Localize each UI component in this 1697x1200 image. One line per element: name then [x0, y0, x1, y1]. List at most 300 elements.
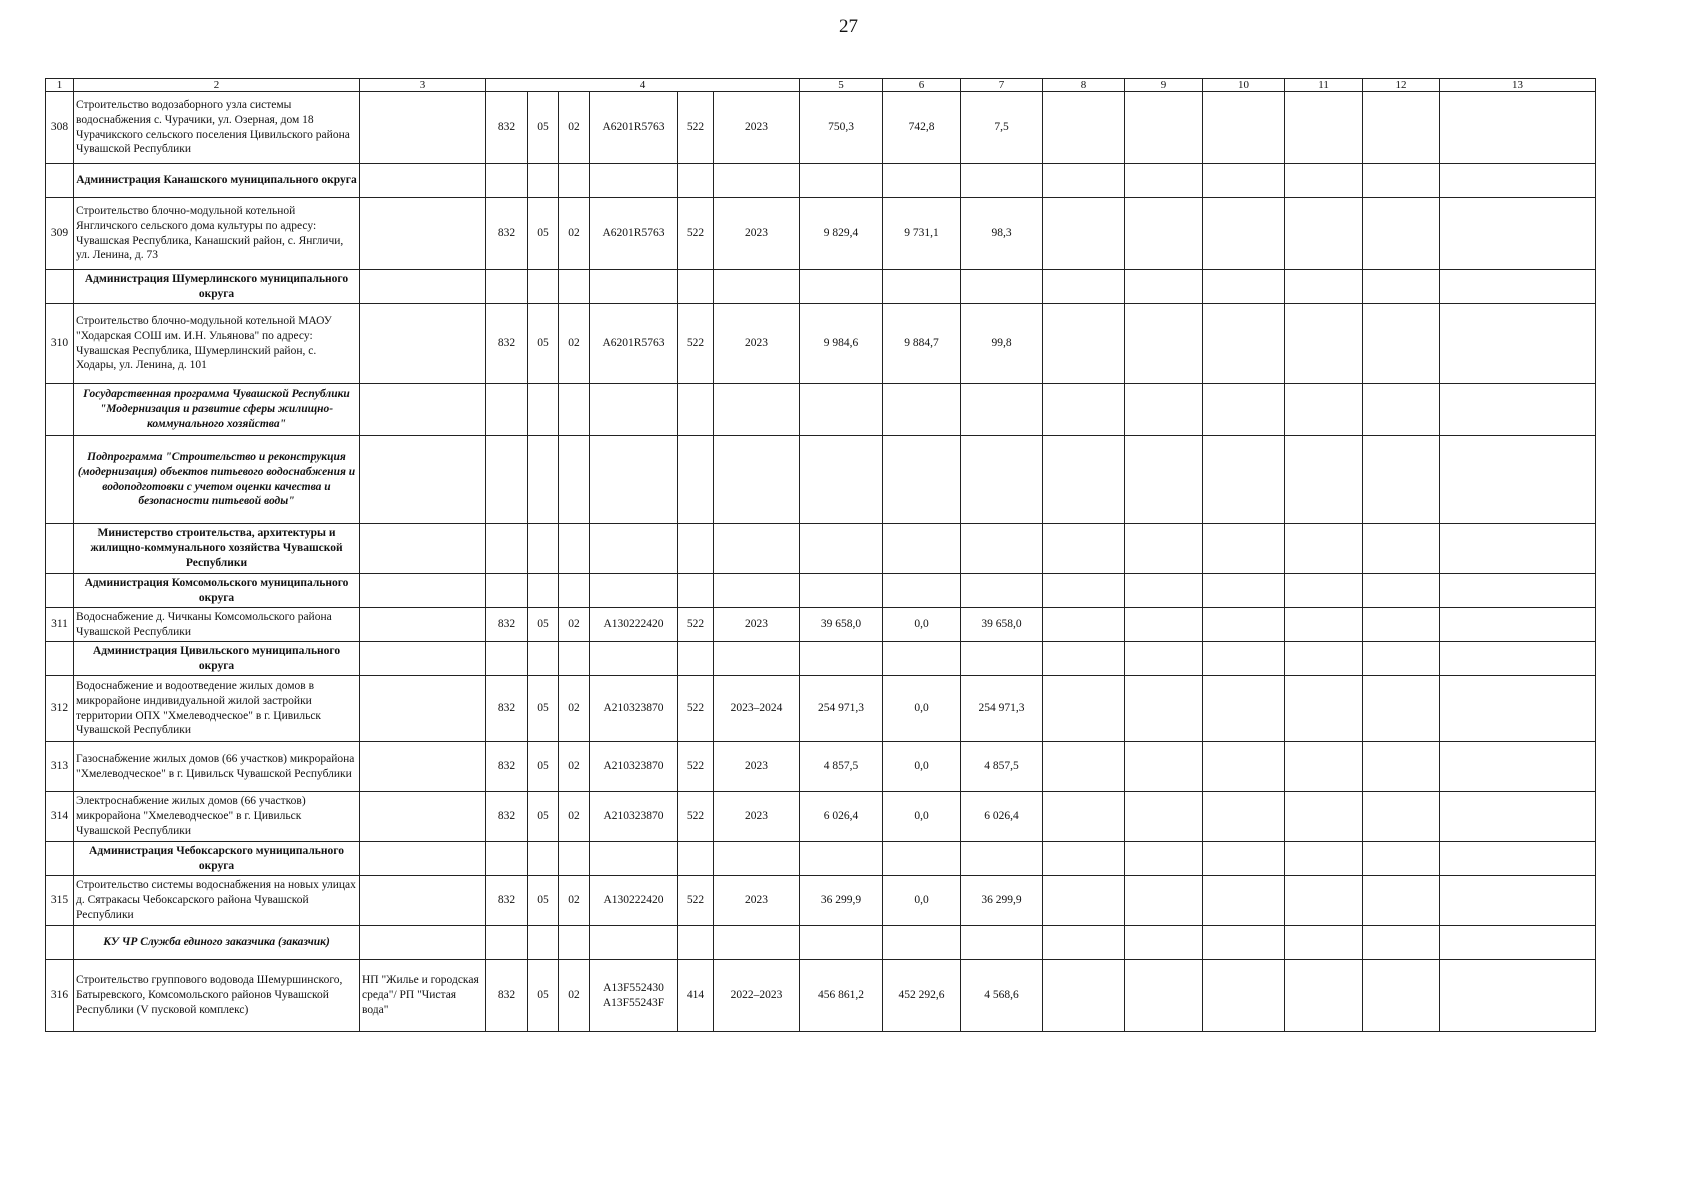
empty-cell [486, 384, 528, 436]
total-amount: 39 658,0 [800, 608, 883, 642]
column-number: 1 [46, 79, 74, 92]
project-name [360, 304, 486, 384]
empty-cell [714, 384, 800, 436]
empty-cell [1363, 198, 1440, 270]
empty-cell [1203, 304, 1285, 384]
federal-amount: 0,0 [883, 742, 961, 792]
empty-cell [1363, 876, 1440, 926]
republic-amount: 4 857,5 [961, 742, 1043, 792]
empty-cell [1203, 270, 1285, 304]
grbs-code: 832 [486, 960, 528, 1032]
subsection-code: 02 [559, 92, 590, 164]
object-name: Строительство группового водовода Шемуршинского, Батыревского, Комсомольского районов Чувашской Республики (V пусковой комплекс) [74, 960, 360, 1032]
empty-cell [883, 926, 961, 960]
empty-cell [1440, 92, 1596, 164]
program-name: Государственная программа Чувашской Республики "Модернизация и развитие сферы жилищно-коммунального хозяйства" [74, 384, 360, 436]
empty-cell [1285, 524, 1363, 574]
empty-cell [1363, 436, 1440, 524]
empty-cell [559, 524, 590, 574]
empty-cell [590, 574, 678, 608]
empty-cell [1363, 842, 1440, 876]
empty-cell [486, 842, 528, 876]
empty-cell [1440, 574, 1596, 608]
organization-name: Администрация Цивильского муниципального округа [74, 642, 360, 676]
subsection-code: 02 [559, 792, 590, 842]
empty-cell [528, 642, 559, 676]
empty-cell [1285, 792, 1363, 842]
subsection-code: 02 [559, 608, 590, 642]
empty-cell [486, 926, 528, 960]
empty-cell [961, 524, 1043, 574]
federal-amount: 0,0 [883, 608, 961, 642]
column-number: 2 [74, 79, 360, 92]
empty-cell [1125, 876, 1203, 926]
empty-cell [1285, 304, 1363, 384]
row-number: 311 [46, 608, 74, 642]
organization-name: Администрация Шумерлинского муниципального округа [74, 270, 360, 304]
empty-cell [883, 842, 961, 876]
total-amount: 750,3 [800, 92, 883, 164]
empty-cell [1043, 742, 1125, 792]
empty-cell [1440, 198, 1596, 270]
object-name: Строительство блочно-модульной котельной Янгличского сельского дома культуры по адресу: Чувашская Республика, Канашский район, с. Янгличи, ул. Ленина, д. 73 [74, 198, 360, 270]
empty-cell [1285, 960, 1363, 1032]
target-article-code: A130222420 [590, 876, 678, 926]
grbs-code: 832 [486, 742, 528, 792]
project-name [360, 676, 486, 742]
empty-cell [486, 574, 528, 608]
federal-amount: 742,8 [883, 92, 961, 164]
object-name: Строительство блочно-модульной котельной МАОУ "Ходарская СОШ им. И.Н. Ульянова" по адресу: Чувашская Республика, Шумерлинский район, с. Ходары, ул. Ленина, д. 101 [74, 304, 360, 384]
total-amount: 9 829,4 [800, 198, 883, 270]
expense-type-code: 522 [678, 198, 714, 270]
row-number: 314 [46, 792, 74, 842]
empty-cell [1125, 960, 1203, 1032]
empty-cell [678, 574, 714, 608]
republic-amount: 6 026,4 [961, 792, 1043, 842]
target-article-code: A130222420 [590, 608, 678, 642]
table-row [46, 792, 1596, 842]
empty-cell [360, 270, 486, 304]
section-code: 05 [528, 876, 559, 926]
empty-cell [1440, 842, 1596, 876]
row-number: 309 [46, 198, 74, 270]
empty-cell [528, 270, 559, 304]
empty-cell [46, 270, 74, 304]
empty-cell [1043, 574, 1125, 608]
empty-cell [1363, 792, 1440, 842]
empty-cell [961, 926, 1043, 960]
table-row [46, 92, 1596, 164]
years: 2023 [714, 608, 800, 642]
empty-cell [1363, 926, 1440, 960]
empty-cell [1125, 164, 1203, 198]
empty-cell [1285, 608, 1363, 642]
empty-cell [46, 574, 74, 608]
empty-cell [1440, 608, 1596, 642]
empty-cell [1285, 384, 1363, 436]
empty-cell [800, 270, 883, 304]
empty-cell [1363, 524, 1440, 574]
empty-cell [1440, 676, 1596, 742]
federal-amount: 9 884,7 [883, 304, 961, 384]
empty-cell [590, 164, 678, 198]
total-amount: 9 984,6 [800, 304, 883, 384]
expense-type-code: 522 [678, 676, 714, 742]
empty-cell [800, 164, 883, 198]
target-article-code: A210323870 [590, 676, 678, 742]
table-row [46, 876, 1596, 926]
empty-cell [883, 574, 961, 608]
federal-amount: 0,0 [883, 676, 961, 742]
years: 2023 [714, 304, 800, 384]
empty-cell [678, 926, 714, 960]
organization-row [46, 524, 1596, 574]
row-number: 316 [46, 960, 74, 1032]
empty-cell [486, 524, 528, 574]
subsection-code: 02 [559, 876, 590, 926]
organization-name: Министерство строительства, архитектуры и жилищно-коммунального хозяйства Чувашской Республики [74, 524, 360, 574]
empty-cell [486, 164, 528, 198]
empty-cell [1043, 876, 1125, 926]
table-row [46, 742, 1596, 792]
years: 2023–2024 [714, 676, 800, 742]
empty-cell [1285, 574, 1363, 608]
section-code: 05 [528, 304, 559, 384]
column-number: 4 [486, 79, 800, 92]
years: 2023 [714, 92, 800, 164]
empty-cell [1363, 574, 1440, 608]
empty-cell [1125, 926, 1203, 960]
grbs-code: 832 [486, 304, 528, 384]
empty-cell [590, 384, 678, 436]
years: 2023 [714, 876, 800, 926]
empty-cell [528, 926, 559, 960]
empty-cell [1203, 436, 1285, 524]
empty-cell [678, 164, 714, 198]
empty-cell [1363, 608, 1440, 642]
project-name [360, 198, 486, 270]
expense-type-code: 522 [678, 92, 714, 164]
empty-cell [1285, 926, 1363, 960]
table-row [46, 608, 1596, 642]
empty-cell [590, 436, 678, 524]
empty-cell [360, 642, 486, 676]
column-number: 8 [1043, 79, 1125, 92]
empty-cell [1440, 926, 1596, 960]
total-amount: 4 857,5 [800, 742, 883, 792]
empty-cell [1440, 384, 1596, 436]
empty-cell [1203, 876, 1285, 926]
years: 2023 [714, 742, 800, 792]
empty-cell [1203, 608, 1285, 642]
section-code: 05 [528, 92, 559, 164]
republic-amount: 36 299,9 [961, 876, 1043, 926]
empty-cell [1440, 270, 1596, 304]
empty-cell [714, 574, 800, 608]
project-name [360, 742, 486, 792]
empty-cell [1043, 270, 1125, 304]
empty-cell [1125, 198, 1203, 270]
section-code: 05 [528, 608, 559, 642]
empty-cell [1363, 642, 1440, 676]
empty-cell [1440, 960, 1596, 1032]
expense-type-code: 522 [678, 304, 714, 384]
federal-amount: 452 292,6 [883, 960, 961, 1032]
empty-cell [1203, 742, 1285, 792]
empty-cell [961, 384, 1043, 436]
grbs-code: 832 [486, 198, 528, 270]
row-number: 310 [46, 304, 74, 384]
empty-cell [360, 574, 486, 608]
object-name: Строительство системы водоснабжения на новых улицах д. Сятракасы Чебоксарского района Чувашской Республики [74, 876, 360, 926]
empty-cell [1440, 436, 1596, 524]
empty-cell [678, 436, 714, 524]
empty-cell [360, 524, 486, 574]
empty-cell [46, 436, 74, 524]
empty-cell [800, 524, 883, 574]
empty-cell [1203, 676, 1285, 742]
target-article-code: A210323870 [590, 742, 678, 792]
empty-cell [46, 642, 74, 676]
federal-amount: 9 731,1 [883, 198, 961, 270]
empty-cell [1203, 926, 1285, 960]
row-number: 313 [46, 742, 74, 792]
empty-cell [486, 642, 528, 676]
subsection-code: 02 [559, 198, 590, 270]
column-number: 10 [1203, 79, 1285, 92]
empty-cell [46, 384, 74, 436]
empty-cell [360, 926, 486, 960]
empty-cell [1043, 198, 1125, 270]
project-name [360, 792, 486, 842]
column-number-row [46, 79, 1596, 92]
organization-row [46, 642, 1596, 676]
empty-cell [1043, 842, 1125, 876]
republic-amount: 99,8 [961, 304, 1043, 384]
empty-cell [1440, 642, 1596, 676]
empty-cell [1363, 676, 1440, 742]
subsection-code: 02 [559, 304, 590, 384]
empty-cell [528, 574, 559, 608]
target-article-code: A210323870 [590, 792, 678, 842]
empty-cell [1203, 792, 1285, 842]
republic-amount: 39 658,0 [961, 608, 1043, 642]
organization-row [46, 164, 1596, 198]
target-article-code: A13F552430 A13F55243F [590, 960, 678, 1032]
grbs-code: 832 [486, 92, 528, 164]
row-number: 312 [46, 676, 74, 742]
empty-cell [1125, 524, 1203, 574]
empty-cell [1203, 384, 1285, 436]
grbs-code: 832 [486, 876, 528, 926]
empty-cell [883, 524, 961, 574]
column-number: 11 [1285, 79, 1363, 92]
empty-cell [1043, 92, 1125, 164]
empty-cell [590, 842, 678, 876]
empty-cell [1125, 842, 1203, 876]
empty-cell [714, 842, 800, 876]
empty-cell [1203, 574, 1285, 608]
empty-cell [559, 642, 590, 676]
column-number: 13 [1440, 79, 1596, 92]
empty-cell [1440, 792, 1596, 842]
empty-cell [714, 524, 800, 574]
section-code: 05 [528, 792, 559, 842]
empty-cell [961, 642, 1043, 676]
empty-cell [1043, 384, 1125, 436]
empty-cell [1285, 742, 1363, 792]
total-amount: 456 861,2 [800, 960, 883, 1032]
empty-cell [714, 164, 800, 198]
empty-cell [961, 436, 1043, 524]
empty-cell [883, 436, 961, 524]
section-code: 05 [528, 742, 559, 792]
total-amount: 36 299,9 [800, 876, 883, 926]
empty-cell [678, 842, 714, 876]
empty-cell [1363, 960, 1440, 1032]
column-number: 3 [360, 79, 486, 92]
expense-type-code: 522 [678, 608, 714, 642]
empty-cell [961, 270, 1043, 304]
empty-cell [1440, 304, 1596, 384]
empty-cell [1043, 676, 1125, 742]
program-name: Подпрограмма "Строительство и реконструкция (модернизация) объектов питьевого водоснабжения и водоподготовки с учетом оценки качества и безопасности питьевой воды" [74, 436, 360, 524]
empty-cell [1125, 676, 1203, 742]
empty-cell [1440, 742, 1596, 792]
empty-cell [883, 384, 961, 436]
empty-cell [1125, 384, 1203, 436]
organization-name: Администрация Чебоксарского муниципального округа [74, 842, 360, 876]
column-number: 12 [1363, 79, 1440, 92]
empty-cell [1363, 164, 1440, 198]
empty-cell [360, 384, 486, 436]
column-number: 5 [800, 79, 883, 92]
empty-cell [1285, 436, 1363, 524]
subsection-code: 02 [559, 960, 590, 1032]
republic-amount: 98,3 [961, 198, 1043, 270]
empty-cell [486, 436, 528, 524]
empty-cell [1043, 436, 1125, 524]
empty-cell [559, 384, 590, 436]
empty-cell [528, 164, 559, 198]
empty-cell [1363, 92, 1440, 164]
federal-amount: 0,0 [883, 792, 961, 842]
grbs-code: 832 [486, 608, 528, 642]
years: 2022–2023 [714, 960, 800, 1032]
empty-cell [1125, 92, 1203, 164]
republic-amount: 254 971,3 [961, 676, 1043, 742]
organization-row [46, 842, 1596, 876]
empty-cell [961, 574, 1043, 608]
section-code: 05 [528, 960, 559, 1032]
empty-cell [1125, 608, 1203, 642]
object-name: Водоснабжение и водоотведение жилых домов в микрорайоне индивидуальной жилой застройки территории ОПХ "Хмелеводческое" в г. Цивильск Чувашской Республики [74, 676, 360, 742]
empty-cell [486, 270, 528, 304]
empty-cell [961, 164, 1043, 198]
table-body [46, 79, 1596, 1032]
empty-cell [1440, 164, 1596, 198]
empty-cell [590, 642, 678, 676]
target-article-code: A6201R5763 [590, 92, 678, 164]
empty-cell [1043, 642, 1125, 676]
empty-cell [1203, 92, 1285, 164]
empty-cell [1125, 270, 1203, 304]
organization-row [46, 270, 1596, 304]
program-row [46, 926, 1596, 960]
expense-type-code: 414 [678, 960, 714, 1032]
project-name [360, 876, 486, 926]
budget-table [45, 78, 1596, 1032]
empty-cell [559, 164, 590, 198]
empty-cell [1125, 742, 1203, 792]
grbs-code: 832 [486, 676, 528, 742]
column-number: 7 [961, 79, 1043, 92]
years: 2023 [714, 792, 800, 842]
empty-cell [559, 926, 590, 960]
empty-cell [1285, 92, 1363, 164]
empty-cell [559, 270, 590, 304]
empty-cell [1440, 524, 1596, 574]
empty-cell [714, 436, 800, 524]
empty-cell [1285, 164, 1363, 198]
empty-cell [590, 524, 678, 574]
empty-cell [1203, 642, 1285, 676]
table-row [46, 198, 1596, 270]
section-code: 05 [528, 198, 559, 270]
empty-cell [1043, 926, 1125, 960]
subsection-code: 02 [559, 676, 590, 742]
empty-cell [800, 384, 883, 436]
empty-cell [528, 384, 559, 436]
empty-cell [1285, 198, 1363, 270]
empty-cell [800, 926, 883, 960]
empty-cell [528, 524, 559, 574]
empty-cell [1203, 198, 1285, 270]
empty-cell [714, 270, 800, 304]
empty-cell [800, 642, 883, 676]
project-name [360, 92, 486, 164]
republic-amount: 4 568,6 [961, 960, 1043, 1032]
organization-name: Администрация Комсомольского муниципального округа [74, 574, 360, 608]
section-code: 05 [528, 676, 559, 742]
program-row [46, 436, 1596, 524]
empty-cell [360, 842, 486, 876]
grbs-code: 832 [486, 792, 528, 842]
empty-cell [1285, 676, 1363, 742]
empty-cell [1440, 876, 1596, 926]
empty-cell [1203, 524, 1285, 574]
empty-cell [1285, 270, 1363, 304]
target-article-code: A6201R5763 [590, 198, 678, 270]
empty-cell [714, 926, 800, 960]
empty-cell [1125, 304, 1203, 384]
expense-type-code: 522 [678, 876, 714, 926]
empty-cell [678, 270, 714, 304]
empty-cell [678, 384, 714, 436]
empty-cell [559, 842, 590, 876]
empty-cell [46, 926, 74, 960]
empty-cell [590, 926, 678, 960]
table-row [46, 676, 1596, 742]
empty-cell [559, 436, 590, 524]
page-number: 27 [839, 16, 858, 37]
program-row [46, 384, 1596, 436]
row-number: 308 [46, 92, 74, 164]
empty-cell [714, 642, 800, 676]
empty-cell [1363, 742, 1440, 792]
column-number: 9 [1125, 79, 1203, 92]
